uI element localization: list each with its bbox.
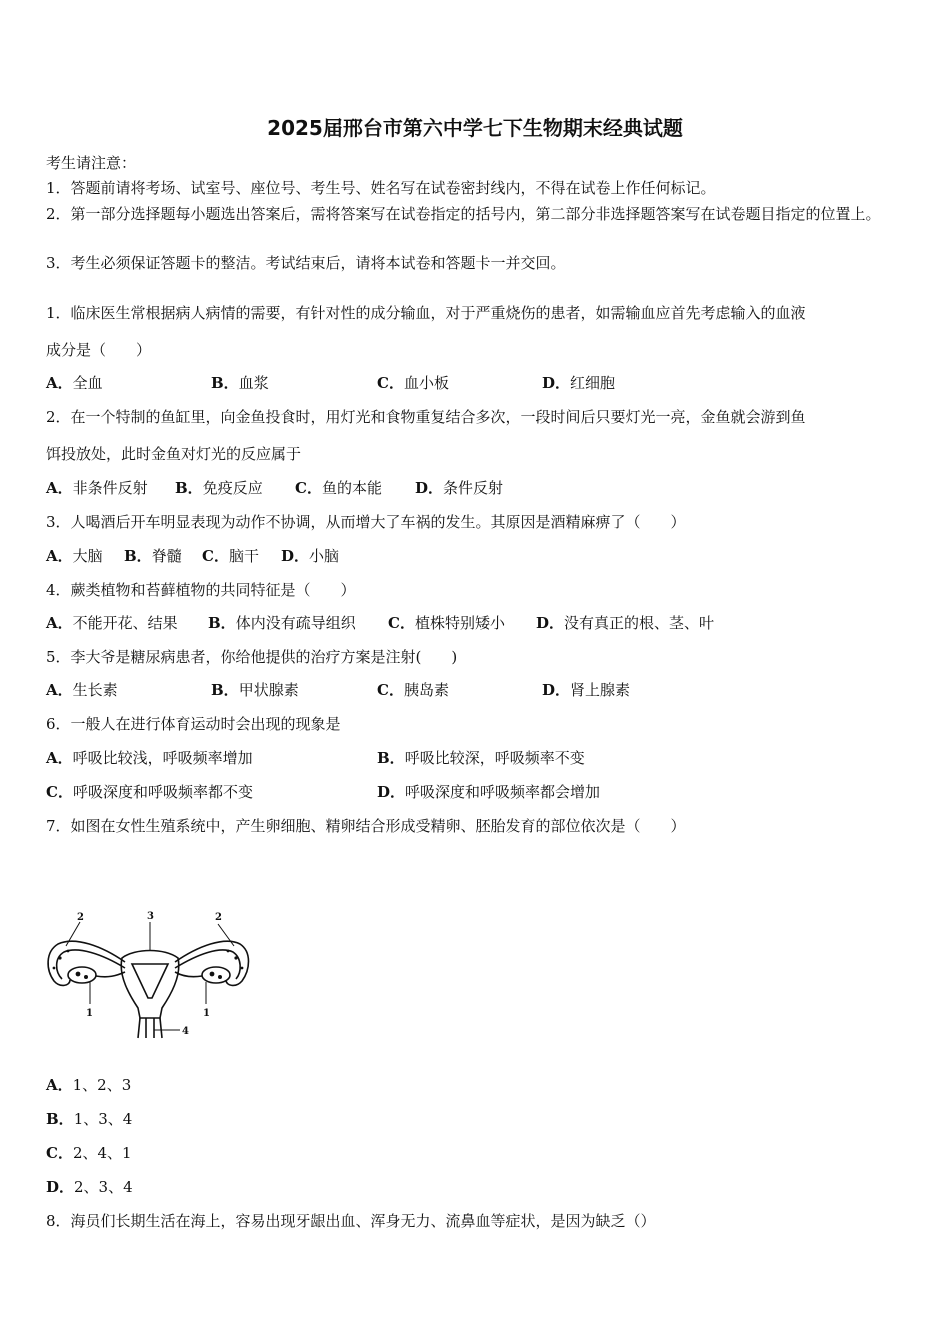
- question-stem: 饵投放处，此时金鱼对灯光的反应属于: [46, 445, 302, 463]
- option-a[interactable]: A．大脑: [46, 547, 103, 565]
- option-b[interactable]: B．免疫反应: [175, 479, 263, 497]
- question-stem: 3．人喝酒后开车明显表现为动作不协调，从而增大了车祸的发生。其原因是酒精麻痹了（ ）: [46, 513, 686, 531]
- option-b[interactable]: B．脊髓: [124, 547, 182, 565]
- option-c[interactable]: C．2、4、1: [46, 1144, 132, 1162]
- option-a[interactable]: A．全血: [46, 374, 103, 392]
- option-c[interactable]: C．呼吸深度和呼吸频率都不变: [46, 783, 253, 801]
- question-stem: 2．在一个特制的鱼缸里，向金鱼投食时，用灯光和食物重复结合多次，一段时间后只要灯光一亮，金鱼就会游到鱼: [46, 408, 806, 426]
- notice-heading: 考生请注意：: [46, 154, 137, 172]
- question-stem: 6．一般人在进行体育运动时会出现的现象是: [46, 715, 341, 733]
- option-c[interactable]: C．血小板: [377, 374, 449, 392]
- option-b[interactable]: B．甲状腺素: [211, 681, 299, 699]
- female-reproductive-system-diagram: [40, 906, 255, 1046]
- option-d[interactable]: D．红细胞: [542, 374, 616, 392]
- option-b[interactable]: B．呼吸比较深，呼吸频率不变: [377, 749, 585, 767]
- notice-item: 1．答题前请将考场、试室号、座位号、考生号、姓名写在试卷密封线内，不得在试卷上作任何标记。: [46, 179, 716, 197]
- question-stem: 1．临床医生常根据病人病情的需要，有针对性的成分输血，对于严重烧伤的患者，如需输血应首先考虑输入的血液: [46, 304, 806, 322]
- question-stem: 8．海员们长期生活在海上，容易出现牙龈出血、浑身无力、流鼻血等症状，是因为缺乏（）: [46, 1212, 656, 1230]
- option-a[interactable]: A．不能开花、结果: [46, 614, 178, 632]
- page-title: 2025届邢台市第六中学七下生物期末经典试题: [267, 116, 683, 140]
- question-stem: 5．李大爷是糖尿病患者，你给他提供的治疗方案是注射( ): [46, 648, 458, 666]
- option-c[interactable]: C．植株特别矮小: [388, 614, 505, 632]
- option-a[interactable]: A．1、2、3: [46, 1076, 132, 1094]
- label-tube-right: 2: [215, 912, 222, 923]
- option-c[interactable]: C．胰岛素: [377, 681, 449, 699]
- option-d[interactable]: D．呼吸深度和呼吸频率都会增加: [377, 783, 601, 801]
- label-ovary-right: 1: [203, 1008, 210, 1019]
- option-d[interactable]: D．条件反射: [415, 479, 504, 497]
- notice-item: 2．第一部分选择题每小题选出答案后，需将答案写在试卷指定的括号内，第二部分非选择题答案写在试卷题目指定的位置上。: [46, 205, 881, 223]
- label-vagina: 4: [182, 1026, 189, 1037]
- option-a[interactable]: A．生长素: [46, 681, 118, 699]
- option-c[interactable]: C．脑干: [202, 547, 259, 565]
- option-b[interactable]: B．1、3、4: [46, 1110, 133, 1128]
- notice-item: 3．考生必须保证答题卡的整洁。考试结束后，请将本试卷和答题卡一并交回。: [46, 254, 566, 272]
- label-ovary-left: 1: [86, 1008, 93, 1019]
- question-stem: 成分是（ ）: [46, 341, 152, 359]
- option-b[interactable]: B．体内没有疏导组织: [208, 614, 356, 632]
- option-d[interactable]: D．2、3、4: [46, 1178, 133, 1196]
- option-d[interactable]: D．没有真正的根、茎、叶: [536, 614, 715, 632]
- label-tube-left: 2: [77, 912, 84, 923]
- option-d[interactable]: D．肾上腺素: [542, 681, 631, 699]
- option-a[interactable]: A．非条件反射: [46, 479, 148, 497]
- label-uterus: 3: [147, 911, 154, 922]
- option-a[interactable]: A．呼吸比较浅，呼吸频率增加: [46, 749, 253, 767]
- option-b[interactable]: B．血浆: [211, 374, 269, 392]
- question-stem: 7．如图在女性生殖系统中，产生卵细胞、精卵结合形成受精卵、胚胎发育的部位依次是（ ）: [46, 817, 686, 835]
- option-d[interactable]: D．小脑: [281, 547, 340, 565]
- option-c[interactable]: C．鱼的本能: [295, 479, 382, 497]
- question-stem: 4．蕨类植物和苔藓植物的共同特征是（ ）: [46, 581, 356, 599]
